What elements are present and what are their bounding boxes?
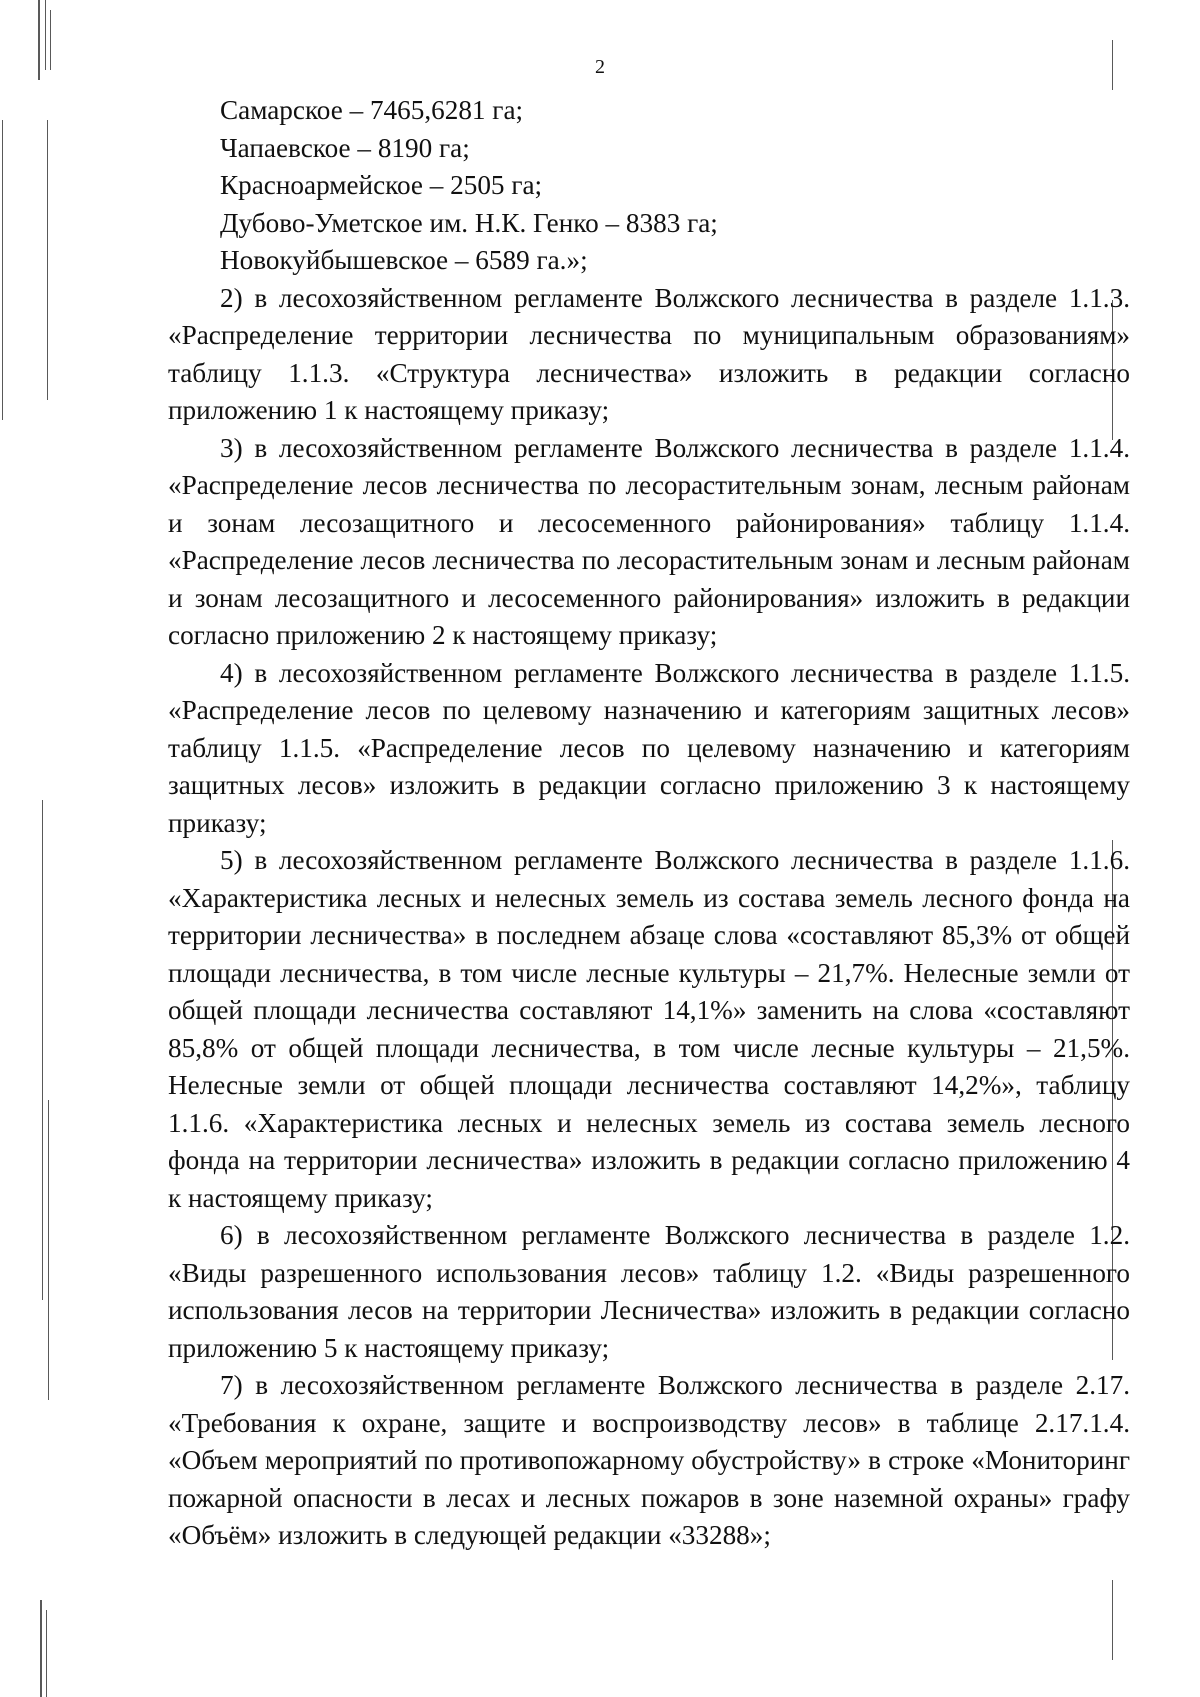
list-item: Новокуйбышевское – 6589 га.»; [220, 245, 588, 275]
list-item: Чапаевское – 8190 га; [220, 132, 470, 163]
paragraph: 6) в лесохозяйственном регламенте Волжского лесничества в разделе 1.2. «Виды разрешенного использования лесов» таблицу 1.2. «Виды разрешенного использования лесов на территории Лесничества» изложить в редакции согласно приложению 5 к настоящему приказу; [168, 1220, 1130, 1363]
paragraph: 4) в лесохозяйственном регламенте Волжского лесничества в разделе 1.1.5. «Распределение лесов по целевому назначению и категориям защитных лесов» таблицу 1.1.5. «Распределение лесов по целевому назначению и категориям защитных лесов» изложить в редакции согласно приложению 3 к настоящему приказу; [168, 657, 1130, 838]
document-body [168, 92, 1130, 1555]
scan-artifact [47, 120, 48, 400]
scan-artifact [40, 1600, 42, 1697]
paragraph: 3) в лесохозяйственном регламенте Волжского лесничества в разделе 1.1.4. «Распределение лесов лесничества по лесорастительным зонам, лесным районам и зонам лесозащитного и лесосеменного районирования» таблицу 1.1.4. «Распределение лесов лесничества по лесорастительным зонам и лесным районам и зонам лесозащитного и лесосеменного районирования» изложить в редакции согласно приложению 2 к настоящему приказу; [168, 432, 1130, 650]
scan-artifact [48, 1100, 49, 1400]
scan-artifact [46, 1610, 47, 1697]
page-number: 2 [595, 56, 605, 78]
scan-artifact [42, 800, 43, 1300]
paragraph: 5) в лесохозяйственном регламенте Волжского лесничества в разделе 1.1.6. «Характеристика лесных и нелесных земель из состава земель лесного фонда на территории лесничества» в последнем абзаце слова «составляют 85,3% от общей площади лесничества, в том числе лесные культуры – 21,7%. Нелесные земли от общей площади лесничества составляют 14,1%» заменить на слова «составляют 85,8% от общей площади лесничества, в том числе лесные культуры – 21,5%. Нелесные земли от общей площади лесничества составляют 14,2%», таблицу 1.1.6. «Характеристика лесных и нелесных земель из состава земель лесного фонда на территории лесничества» изложить в редакции согласно приложению 4 к настоящему приказу; [168, 845, 1130, 1213]
scan-artifact [1112, 1580, 1113, 1660]
list-item: Красноармейское – 2505 га; [220, 170, 543, 200]
scan-artifact [2, 120, 3, 420]
list-item: Дубово-Уметское им. Н.К. Генко – 8383 га; [220, 207, 718, 238]
list-item: Самарское – 7465,6281 га; [220, 95, 524, 125]
paragraph: 2) в лесохозяйственном регламенте Волжского лесничества в разделе 1.1.3. «Распределение территории лесничества по муниципальным образованиям» таблицу 1.1.3. «Структура лесничества» изложить в редакции согласно приложению 1 к настоящему приказу; [168, 282, 1130, 425]
paragraph: 7) в лесохозяйственном регламенте Волжского лесничества в разделе 2.17. «Требования к охране, защите и воспроизводству лесов» в таблице 2.17.1.4. «Объем мероприятий по противопожарному обустройству» в строке «Мониторинг пожарной опасности в лесах и лесных пожаров в зоне наземной охраны» графу «Объём» изложить в следующей редакции «33288»; [168, 1370, 1130, 1550]
